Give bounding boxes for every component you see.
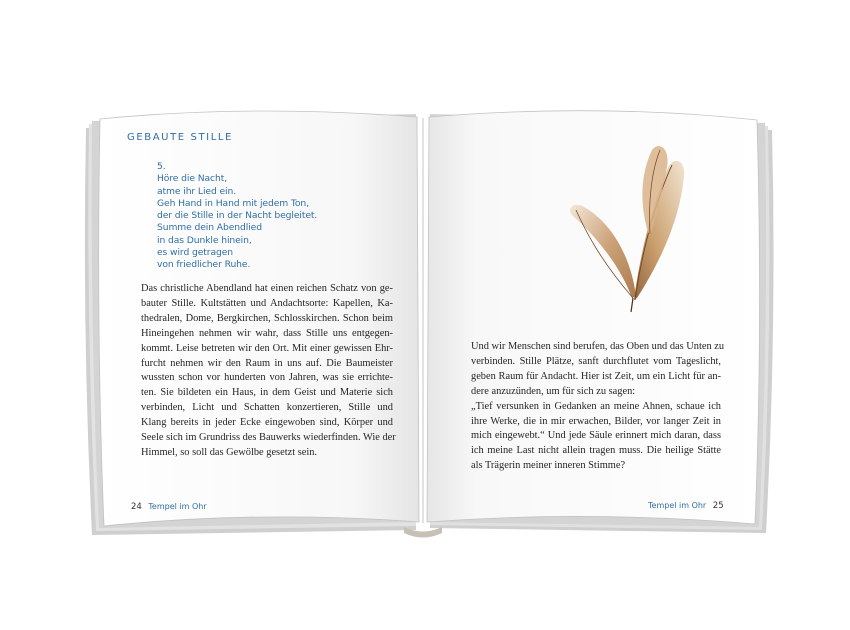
- text-line: furcht nehmen wir den Raum in uns auf. Die Baumeister: [141, 357, 393, 369]
- text-line: ihre Werke, die in mir erwachen, Bilder, vor langer Zeit in: [471, 415, 721, 427]
- text-line: Klang bereits in jeder Ecke eingewoben sind, Körper und: [141, 417, 393, 429]
- poem-line: Höre die Nacht,: [157, 173, 228, 185]
- running-title-left: Tempel im Ohr: [148, 502, 207, 511]
- poem: [157, 161, 317, 272]
- text-line: wussten schon vor hunderten von Jahren, was sie errichte-: [141, 372, 393, 384]
- text-line: verbinden, Licht und Schatten konzertieren, Stille und: [141, 402, 393, 414]
- left-body-paragraph: [141, 282, 396, 461]
- poem-line: Summe dein Abendlied: [157, 222, 262, 234]
- text-line: ten. Sie bildeten ein Haus, in dem Geist und Materie sich: [141, 387, 393, 399]
- right-folio: [648, 501, 728, 511]
- section-title: GEBAUTE STILLE: [127, 132, 233, 143]
- text-line: thedralen, Dome, Bergkirchen, Schlosskirchen. Schon beim: [141, 312, 393, 324]
- poem-line: in das Dunkle hinein,: [157, 234, 252, 246]
- text-line: dere anzuzünden, um für sich zu sagen:: [471, 385, 636, 397]
- left-folio: [127, 502, 207, 512]
- poem-line: 5.: [157, 161, 166, 172]
- text-line: verbinden. Stille Plätze, sanft durchflutet vom Tageslicht,: [471, 355, 721, 367]
- text-line: ich meine Last nicht allein tragen muss. Die heilige Stätte: [471, 445, 721, 457]
- text-line: kommt. Leise betreten wir den Ort. Mit einer gewissen Ehr-: [141, 342, 393, 354]
- poem-line: von friedlicher Ruhe.: [157, 259, 251, 271]
- right-body-paragraph: [471, 340, 725, 474]
- text-line: bauter Stille. Kultstätten und Andachtsorte: Kapellen, Ka-: [141, 297, 393, 309]
- text-line: Himmel, so soll das Gewölbe gesetzt sein.: [141, 446, 318, 458]
- text-line: Hineingehen nehmen wir wahr, dass Stille uns entgegen-: [141, 327, 393, 339]
- poem-line: es wird getragen: [157, 247, 233, 259]
- text-line: geben Raum für Andacht. Hier ist Zeit, um ein Licht für an-: [471, 370, 721, 382]
- text-line: „Tief versunken in Gedanken an meine Ahnen, schaue ich: [471, 400, 721, 412]
- text-line: Und wir Menschen sind berufen, das Oben und das Unten zu: [471, 341, 725, 352]
- running-title-right: Tempel im Ohr: [648, 501, 707, 510]
- text-line: mich eingewebt.“ Und jede Säule erinnert mich daran, dass: [471, 430, 721, 442]
- text-line: Seele sich im Grundriss des Bauwerks wiederfinden. Wie der: [141, 432, 396, 444]
- poem-line: atme ihr Lied ein.: [157, 185, 237, 197]
- page-number-right: 25: [712, 501, 724, 511]
- text-line: Das christliche Abendland hat einen reichen Schatz von ge-: [141, 283, 393, 294]
- text-line: als Trägerin meiner inneren Stimme?: [471, 460, 626, 472]
- page-number-left: 24: [131, 502, 142, 512]
- poem-line: Geh Hand in Hand mit jedem Ton,: [157, 197, 309, 209]
- poem-line: der die Stille in der Nacht begleitet.: [157, 210, 318, 222]
